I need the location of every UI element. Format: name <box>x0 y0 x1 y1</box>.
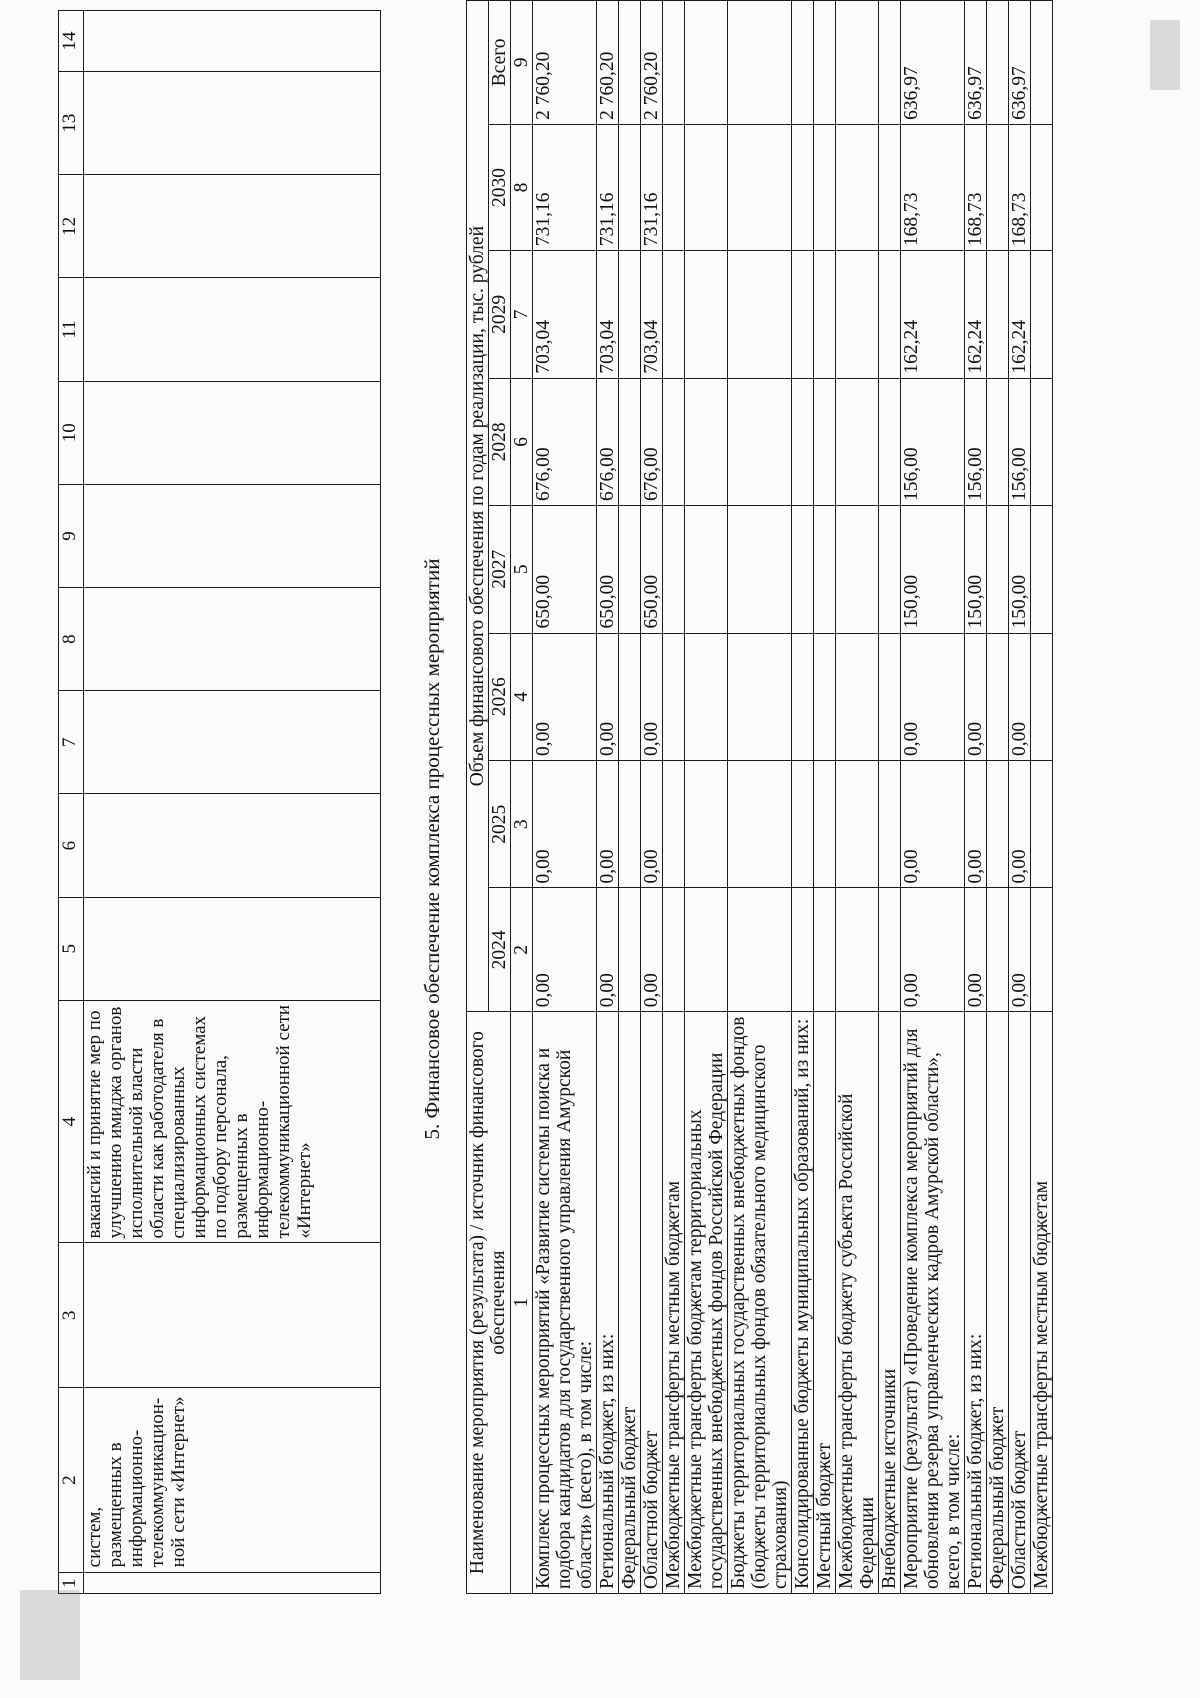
year-value-cell: 0,00 <box>901 761 965 888</box>
column-number: 1 <box>59 1573 84 1594</box>
year-value-cell: 0,00 <box>965 633 987 760</box>
year-value-cell: 150,00 <box>1009 506 1031 633</box>
scan-noise <box>20 1590 80 1680</box>
measure-description-cell: вакансий и принятие мер по улучшению имиджа органов исполнительной власти области как работодателя в специализированных информационных системах по подбору персонала, размещенных в информационно-телекоммуникационной сети «Интернет» <box>84 1000 381 1243</box>
year-value-cell: 731,16 <box>641 124 663 250</box>
year-value-cell <box>619 506 641 633</box>
year-value-cell: 150,00 <box>901 506 965 633</box>
year-value-cell <box>619 761 641 888</box>
year-value-cell <box>792 124 814 250</box>
year-value-cell: 650,00 <box>533 506 597 633</box>
column-number: 2 <box>59 1387 84 1572</box>
year-value-cell: 0,00 <box>533 633 597 760</box>
year-value-cell: 676,00 <box>597 378 619 505</box>
year-value-cell: 703,04 <box>597 251 619 378</box>
column-number: 8 <box>59 588 84 691</box>
year-value-cell <box>792 506 814 633</box>
total-value-cell <box>879 1 901 125</box>
total-value-cell: 636,97 <box>901 1 965 125</box>
year-value-cell: 0,00 <box>597 633 619 760</box>
table-row <box>836 1 879 1594</box>
table-row <box>663 1 685 1594</box>
table-cell <box>84 381 381 484</box>
year-value-cell: 162,24 <box>965 251 987 378</box>
source-name-cell: Региональный бюджет, из них: <box>965 1012 987 1594</box>
year-value-cell <box>836 378 879 505</box>
year-value-cell <box>728 888 792 1012</box>
source-name-cell: Межбюджетные трансферты бюджету субъекта Российской Федерации <box>836 1012 879 1594</box>
year-header: 2024 <box>489 888 511 1012</box>
total-value-cell: 2 760,20 <box>597 1 619 125</box>
year-value-cell: 156,00 <box>965 378 987 505</box>
year-value-cell: 0,00 <box>901 888 965 1012</box>
system-description-cell: систем, размещенных в информационно-телекоммуникацион-ной сети «Интернет» <box>84 1387 381 1572</box>
total-value-cell <box>792 1 814 125</box>
year-value-cell <box>1031 761 1053 888</box>
volume-group-header: Объем финансового обеспечения по годам реализации, тыс. рублей <box>467 1 489 1012</box>
year-value-cell: 703,04 <box>533 251 597 378</box>
year-value-cell <box>836 888 879 1012</box>
source-name-cell: Местный бюджет <box>814 1012 836 1594</box>
year-value-cell <box>879 251 901 378</box>
year-value-cell <box>728 378 792 505</box>
table-row <box>879 1 901 1594</box>
year-value-cell <box>814 124 836 250</box>
year-value-cell: 168,73 <box>901 124 965 250</box>
table-cell <box>84 484 381 587</box>
column-number: 10 <box>59 381 84 484</box>
table-row <box>987 1 1009 1594</box>
year-value-cell <box>663 506 685 633</box>
year-value-cell <box>685 251 728 378</box>
year-value-cell <box>792 633 814 760</box>
source-name-cell: Областной бюджет <box>641 1012 663 1594</box>
year-value-cell: 0,00 <box>965 761 987 888</box>
column-number: 7 <box>59 691 84 794</box>
year-header: 2028 <box>489 378 511 505</box>
header-row <box>467 1 489 1594</box>
source-name-cell: Бюджеты территориальных государственных внебюджетных фондов (бюджеты территориальных фондов обязательного медицинского страхования) <box>728 1012 792 1594</box>
year-value-cell <box>814 761 836 888</box>
table-row <box>901 1 965 1594</box>
year-value-cell <box>685 633 728 760</box>
column-number: 14 <box>59 11 84 72</box>
column-number: 5 <box>511 506 533 633</box>
table-cell <box>84 11 381 72</box>
year-value-cell <box>619 251 641 378</box>
year-value-cell <box>879 506 901 633</box>
table-cell <box>84 72 381 175</box>
column-number-row <box>511 1 533 1594</box>
year-value-cell <box>685 506 728 633</box>
year-value-cell: 162,24 <box>901 251 965 378</box>
total-header: Всего <box>489 1 511 125</box>
year-value-cell: 731,16 <box>533 124 597 250</box>
year-value-cell <box>619 633 641 760</box>
year-value-cell: 731,16 <box>597 124 619 250</box>
year-value-cell <box>814 378 836 505</box>
year-value-cell <box>836 633 879 760</box>
year-value-cell <box>1031 888 1053 1012</box>
year-value-cell: 0,00 <box>533 761 597 888</box>
table-row <box>641 1 663 1594</box>
year-value-cell <box>685 761 728 888</box>
year-value-cell <box>728 633 792 760</box>
year-value-cell <box>1031 633 1053 760</box>
column-number: 4 <box>59 1000 84 1243</box>
year-value-cell: 0,00 <box>641 888 663 1012</box>
column-number: 5 <box>59 897 84 1000</box>
column-number: 9 <box>511 1 533 125</box>
year-value-cell <box>879 761 901 888</box>
column-number: 6 <box>59 794 84 897</box>
year-value-cell <box>987 888 1009 1012</box>
year-value-cell <box>1031 506 1053 633</box>
year-value-cell <box>879 888 901 1012</box>
upper-table <box>58 10 381 1594</box>
year-value-cell <box>685 888 728 1012</box>
year-value-cell: 0,00 <box>641 633 663 760</box>
total-value-cell: 636,97 <box>1009 1 1031 125</box>
year-header: 2029 <box>489 251 511 378</box>
year-header: 2030 <box>489 124 511 250</box>
column-number: 1 <box>511 1012 533 1594</box>
year-value-cell <box>836 251 879 378</box>
source-name-cell: Федеральный бюджет <box>619 1012 641 1594</box>
year-value-cell: 156,00 <box>901 378 965 505</box>
year-value-cell <box>836 506 879 633</box>
column-number: 3 <box>511 761 533 888</box>
year-value-cell <box>619 378 641 505</box>
total-value-cell <box>728 1 792 125</box>
table-cell <box>84 897 381 1000</box>
year-value-cell <box>879 378 901 505</box>
year-value-cell <box>879 124 901 250</box>
year-header: 2027 <box>489 506 511 633</box>
column-number: 3 <box>59 1243 84 1388</box>
year-value-cell <box>987 633 1009 760</box>
table-row <box>533 1 597 1594</box>
year-value-cell: 0,00 <box>965 888 987 1012</box>
year-value-cell <box>1031 124 1053 250</box>
table-row <box>1031 1 1053 1594</box>
year-value-cell <box>663 888 685 1012</box>
year-value-cell: 703,04 <box>641 251 663 378</box>
year-value-cell <box>685 378 728 505</box>
table-cell <box>84 1243 381 1388</box>
table-row <box>814 1 836 1594</box>
source-name-cell: Межбюджетные трансферты местным бюджетам <box>1031 1012 1053 1594</box>
year-value-cell <box>792 251 814 378</box>
column-number: 12 <box>59 175 84 278</box>
source-name-cell: Комплекс процессных мероприятий «Развитие системы поиска и подбора кандидатов для государственного управления Амурской области» (всего), в том числе: <box>533 1012 597 1594</box>
total-value-cell: 2 760,20 <box>641 1 663 125</box>
section-title: 5. Финансовое обеспечение комплекса процессных мероприятий <box>420 558 444 1140</box>
table-cell <box>84 278 381 381</box>
total-value-cell <box>619 1 641 125</box>
upper-table-number-row <box>59 11 84 1594</box>
table-row <box>792 1 814 1594</box>
total-value-cell <box>663 1 685 125</box>
year-value-cell <box>814 506 836 633</box>
source-name-cell: Региональный бюджет, из них: <box>597 1012 619 1594</box>
column-number: 7 <box>511 251 533 378</box>
year-value-cell <box>663 251 685 378</box>
year-value-cell <box>814 888 836 1012</box>
year-value-cell <box>987 124 1009 250</box>
year-value-cell <box>728 761 792 888</box>
source-name-cell: Межбюджетные трансферты бюджетам территориальных государственных внебюджетных фондов Российской Федерации <box>685 1012 728 1594</box>
year-value-cell: 0,00 <box>597 888 619 1012</box>
year-value-cell: 168,73 <box>965 124 987 250</box>
year-value-cell <box>836 124 879 250</box>
year-value-cell <box>987 761 1009 888</box>
year-value-cell <box>987 506 1009 633</box>
year-value-cell: 150,00 <box>965 506 987 633</box>
year-value-cell <box>619 124 641 250</box>
year-value-cell: 650,00 <box>597 506 619 633</box>
column-number: 8 <box>511 124 533 250</box>
year-value-cell: 156,00 <box>1009 378 1031 505</box>
total-value-cell <box>987 1 1009 125</box>
year-value-cell <box>663 761 685 888</box>
year-value-cell <box>814 633 836 760</box>
financing-table <box>466 0 1053 1594</box>
year-value-cell: 0,00 <box>597 761 619 888</box>
year-value-cell: 0,00 <box>641 761 663 888</box>
year-value-cell <box>792 888 814 1012</box>
year-value-cell: 168,73 <box>1009 124 1031 250</box>
year-value-cell <box>814 251 836 378</box>
total-value-cell <box>685 1 728 125</box>
column-number: 13 <box>59 72 84 175</box>
year-value-cell: 0,00 <box>1009 888 1031 1012</box>
scan-noise <box>1150 20 1180 90</box>
source-name-cell: Консолидированные бюджеты муниципальных образований, из них: <box>792 1012 814 1594</box>
table-cell <box>84 175 381 278</box>
year-value-cell: 0,00 <box>533 888 597 1012</box>
year-value-cell <box>1031 251 1053 378</box>
column-number: 2 <box>511 888 533 1012</box>
total-value-cell: 636,97 <box>965 1 987 125</box>
year-value-cell <box>879 633 901 760</box>
year-header: 2025 <box>489 761 511 888</box>
table-cell <box>84 588 381 691</box>
table-row <box>728 1 792 1594</box>
table-cell <box>84 1573 381 1594</box>
source-name-cell: Областной бюджет <box>1009 1012 1031 1594</box>
total-value-cell <box>814 1 836 125</box>
table-cell <box>84 794 381 897</box>
column-number: 6 <box>511 378 533 505</box>
year-value-cell <box>728 124 792 250</box>
year-value-cell <box>685 124 728 250</box>
year-value-cell <box>663 378 685 505</box>
column-number: 11 <box>59 278 84 381</box>
upper-table-row <box>84 11 381 1594</box>
name-column-header: Наименование мероприятия (результата) / источник финансового обеспечения <box>467 1012 511 1594</box>
year-value-cell <box>987 251 1009 378</box>
year-value-cell: 676,00 <box>641 378 663 505</box>
table-row <box>597 1 619 1594</box>
column-number: 4 <box>511 633 533 760</box>
table-cell <box>84 691 381 794</box>
year-value-cell <box>792 378 814 505</box>
year-value-cell <box>728 251 792 378</box>
source-name-cell: Межбюджетные трансферты местным бюджетам <box>663 1012 685 1594</box>
year-value-cell: 650,00 <box>641 506 663 633</box>
year-value-cell <box>792 761 814 888</box>
table-row <box>965 1 987 1594</box>
year-value-cell: 676,00 <box>533 378 597 505</box>
column-number: 9 <box>59 484 84 587</box>
year-value-cell: 162,24 <box>1009 251 1031 378</box>
table-row <box>619 1 641 1594</box>
source-name-cell: Мероприятие (результат) «Проведение комплекса мероприятий для обновления резерва управленческих кадров Амурской области», всего, в том числе: <box>901 1012 965 1594</box>
total-value-cell: 2 760,20 <box>533 1 597 125</box>
year-value-cell <box>663 124 685 250</box>
source-name-cell: Внебюджетные источники <box>879 1012 901 1594</box>
year-value-cell <box>987 378 1009 505</box>
year-value-cell <box>663 633 685 760</box>
table-row <box>1009 1 1031 1594</box>
year-value-cell: 0,00 <box>1009 761 1031 888</box>
year-value-cell <box>1031 378 1053 505</box>
year-value-cell: 0,00 <box>901 633 965 760</box>
year-value-cell: 0,00 <box>1009 633 1031 760</box>
year-value-cell <box>836 761 879 888</box>
year-value-cell <box>619 888 641 1012</box>
total-value-cell <box>1031 1 1053 125</box>
source-name-cell: Федеральный бюджет <box>987 1012 1009 1594</box>
table-row <box>685 1 728 1594</box>
year-value-cell <box>728 506 792 633</box>
year-header: 2026 <box>489 633 511 760</box>
total-value-cell <box>836 1 879 125</box>
